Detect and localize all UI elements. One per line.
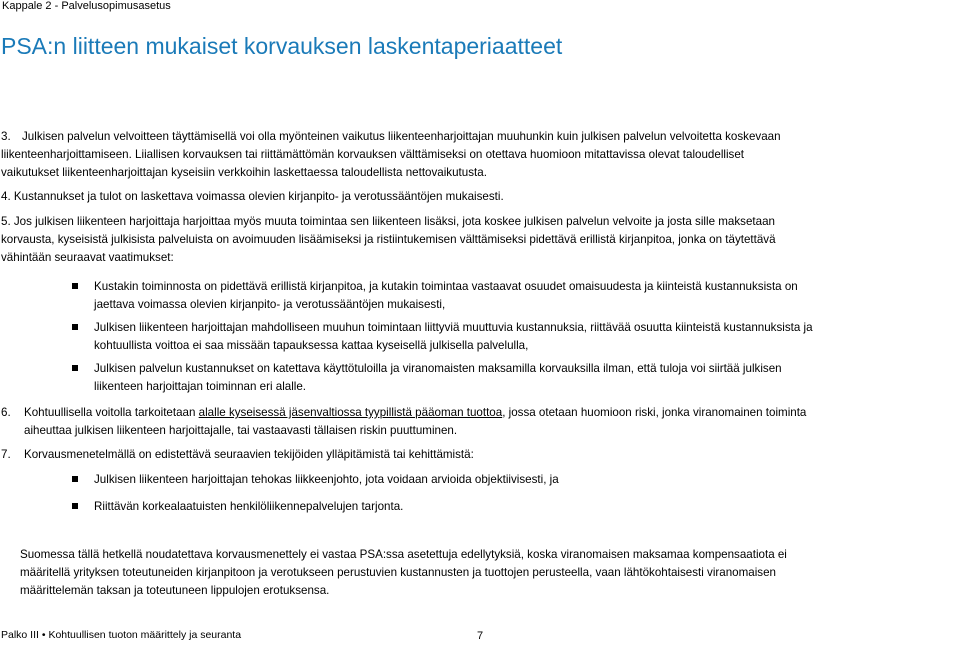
- bullet-icon: [72, 283, 78, 289]
- item-5-bullet-1-line-2: jaettava voimassa olevien kirjanpito- ja verotussääntöjen mukaisesti,: [94, 298, 446, 311]
- item-3-line-2: liikenteenharjoittamiseen. Liiallisen korvauksen tai riittämättömän korvauksen välttämiseksi on otettava huomioon mitattavissa olevat taloudelliset: [1, 148, 745, 161]
- item-6-text-post: , jossa otetaan huomioon riski, jonka viranomainen toiminta: [502, 406, 807, 419]
- bullet-icon: [72, 365, 78, 371]
- page-title: PSA:n liitteen mukaiset korvauksen laskentaperiaatteet: [1, 33, 563, 59]
- item-5-bullet-2-line-1: Julkisen liikenteen harjoittajan mahdolliseen muuhun toimintaan liittyviä muuttuvia kustannuksia, riittävää osuutta kiinteistä kustannuksista ja: [94, 321, 813, 334]
- item-5-bullet-3-line-2: liikenteen harjoittajan toiminnan eri alalle.: [94, 380, 307, 393]
- item-4: 4. Kustannukset ja tulot on laskettava voimassa olevien kirjanpito- ja verotussääntöjen mukaisesti.: [1, 190, 504, 203]
- chapter-heading: Kappale 2 - Palvelusopimusasetus: [2, 0, 171, 12]
- item-7-line-1: Korvausmenetelmällä on edistettävä seuraavien tekijöiden ylläpitämistä tai kehittämistä:: [24, 448, 474, 461]
- item-5-line-3: vähintään seuraavat vaatimukset:: [1, 251, 174, 264]
- bullet-icon: [72, 476, 78, 482]
- summary-line-3: määrittelemän taksan ja toteutuneen lippulojen erotuksensa.: [20, 584, 330, 597]
- item-6-text-pre: Kohtuullisella voitolla tarkoitetaan: [24, 406, 199, 419]
- summary-line-2: määritellä yrityksen toteutuneiden kirjanpitoon ja verotukseen perustuvien kustannusten ja tuottojen perusteella, vaan lähtökohtaisesti viranomaisen: [20, 566, 776, 579]
- item-3-line-1: Julkisen palvelun velvoitteen täyttämisellä voi olla myönteinen vaikutus liikenteenharjoittajan muuhunkin kuin julkisen palvelun velvoitetta koskevaan: [22, 130, 781, 143]
- item-3-line-3: vaikutukset liikenteenharjoittajan kyseisiin verkkoihin laskettaessa taloudellista nettovaikutusta.: [1, 166, 487, 179]
- item-6-line-2: aiheuttaa julkisen liikenteen harjoittajalle, tai vastaavasti tällaisen riskin puuttuminen.: [24, 424, 458, 437]
- item-7-bullet-1: Julkisen liikenteen harjoittajan tehokas liikkeenjohto, jota voidaan arvioida objektiivisesti, ja: [94, 473, 559, 486]
- item-5-bullet-1-line-1: Kustakin toiminnosta on pidettävä erillistä kirjanpitoa, ja kutakin toimintaa vastaavat osuudet omaisuudesta ja kiinteistä kustannuksista on: [94, 280, 798, 293]
- item-6-line-1: [24, 404, 806, 421]
- item-5-bullet-3-line-1: Julkisen palvelun kustannukset on katettava käyttötuloilla ja viranomaisten maksamilla korvauksilla ilman, että tuloja voi siirtää julkisen: [94, 362, 782, 375]
- item-7-number: 7.: [1, 448, 11, 461]
- bullet-icon: [72, 324, 78, 330]
- item-5-line-1: 5. Jos julkisen liikenteen harjoittaja harjoittaa myös muuta toimintaa sen liikenteen lisäksi, jota koskee julkisen palvelun velvoite ja josta sille maksetaan: [1, 215, 775, 228]
- page-number: 7: [477, 630, 484, 642]
- bullet-icon: [72, 503, 78, 509]
- item-5-line-2: korvausta, kyseisistä julkisista palveluista on avoimuuden lisäämiseksi ja ristiintukemisen välttämiseksi pidettävä erillistä kirjanpitoa, jonka on täytettävä: [1, 233, 776, 246]
- item-3-number: 3.: [1, 130, 11, 143]
- footer-text: Palko III • Kohtuullisen tuoton määrittely ja seuranta: [1, 629, 242, 641]
- item-7-bullet-2: Riittävän korkealaatuisten henkilöliikennepalvelujen tarjonta.: [94, 500, 404, 513]
- item-6-number: 6.: [1, 406, 11, 419]
- summary-line-1: Suomessa tällä hetkellä noudatettava korvausmenettely ei vastaa PSA:ssa asetettuja edellytyksiä, koska viranomaisen maksamaa kompensaatiota ei: [20, 548, 787, 561]
- item-6-underlined-text: alalle kyseisessä jäsenvaltiossa tyypillistä pääoman tuottoa: [198, 406, 503, 419]
- item-5-bullet-2-line-2: kohtuullista voittoa ei saa missään tapauksessa kattaa kyseisellä julkisella palvelulla,: [94, 339, 529, 352]
